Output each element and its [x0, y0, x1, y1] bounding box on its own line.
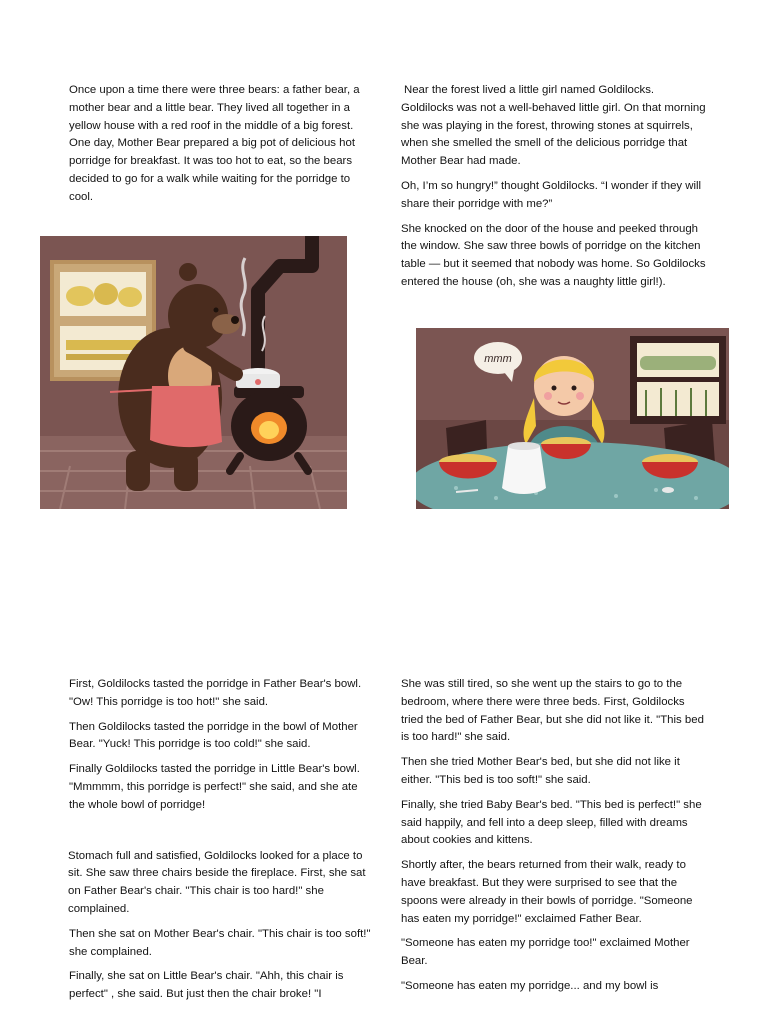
story-paragraph: Finally, she sat on Little Bear's chair. "Ahh, this chair is perfect" , she said. But just then the chair broke! "I: [69, 970, 344, 1001]
story-paragraph: Shortly after, the bears returned from their walk, ready to have breakfast. But they were surprised to see that the spoons were already in their bowls of porridge. "Someone has eaten my porridge!" exclaimed Father Bear.: [401, 859, 693, 925]
story-paragraph: "Someone has eaten my porridge... and my bowl is: [401, 979, 659, 992]
story-column-bottom-left: [69, 676, 374, 1011]
story-paragraph: "Someone has eaten my porridge too!" exclaimed Mother Bear.: [401, 937, 690, 968]
speech-bubble-text: mmm: [484, 353, 512, 365]
story-column-top-right: [401, 82, 706, 299]
story-paragraph: First, Goldilocks tasted the porridge in Father Bear's bowl. "Ow! This porridge is too hot!" she said.: [69, 678, 362, 708]
story-paragraph: Then Goldilocks tasted the porridge in the bowl of Mother Bear. "Yuck! This porridge is too cold!" she said.: [69, 720, 358, 751]
story-column-bottom-right: [401, 676, 706, 1003]
story-paragraph: Near the forest lived a little girl named Goldilocks. Goldilocks was not a well-behaved little girl. On that morning she was playing in the forest, throwing stones at squirrels, when she smelled the smell of the delicious porridge that Mother Bear had made.: [401, 84, 706, 168]
story-paragraph: Stomach full and satisfied, Goldilocks looked for a place to sit. She saw three chairs beside the fireplace. First, she sat on Father Bear's chair. "This chair is too hard!" she complained.: [68, 849, 366, 915]
story-paragraph: She was still tired, so she went up the stairs to go to the bedroom, where there were three beds. First, Goldilocks tried the bed of Father Bear, but she did not like it. "This bed is too hard!" she said.: [401, 678, 704, 744]
story-column-top-left: [69, 82, 374, 214]
mother-bear-stove-illustration: [40, 236, 347, 509]
story-paragraph: Oh, I’m so hungry!” thought Goldilocks. “I wonder if they will share their porridge with me?”: [401, 179, 702, 210]
story-paragraph: Then she tried Mother Bear's bed, but she did not like it either. "This bed is too soft!" she said.: [401, 756, 680, 786]
paragraph-spacer: [69, 822, 374, 848]
story-paragraph: Then she sat on Mother Bear's chair. "This chair is too soft!" she complained.: [69, 927, 371, 958]
goldilocks-table-illustration: [416, 328, 729, 509]
story-paragraph: Once upon a time there were three bears: a father bear, a mother bear and a little bear. They lived all together in a yellow house with a red roof in the middle of a big forest. One day, Mother Bear prepared a big pot of delicious hot porridge for breakfast. It was too hot to eat, so the bears decided to go for a walk while waiting for the porridge to cool.: [69, 84, 360, 203]
story-paragraph: Finally, she tried Baby Bear's bed. "This bed is perfect!" she said happily, and fell into a deep sleep, filled with dreams about cookies and kittens.: [401, 798, 702, 847]
story-paragraph: Finally Goldilocks tasted the porridge in Little Bear's bowl. "Mmmmm, this porridge is perfect!" she said, and she ate the whole bowl of porridge!: [69, 763, 360, 811]
story-paragraph: She knocked on the door of the house and peeked through the window. She saw three bowls of porridge on the kitchen table — but it seemed that nobody was home. So Goldilocks entered the house (oh, she was a naughty little girl!).: [401, 222, 706, 288]
